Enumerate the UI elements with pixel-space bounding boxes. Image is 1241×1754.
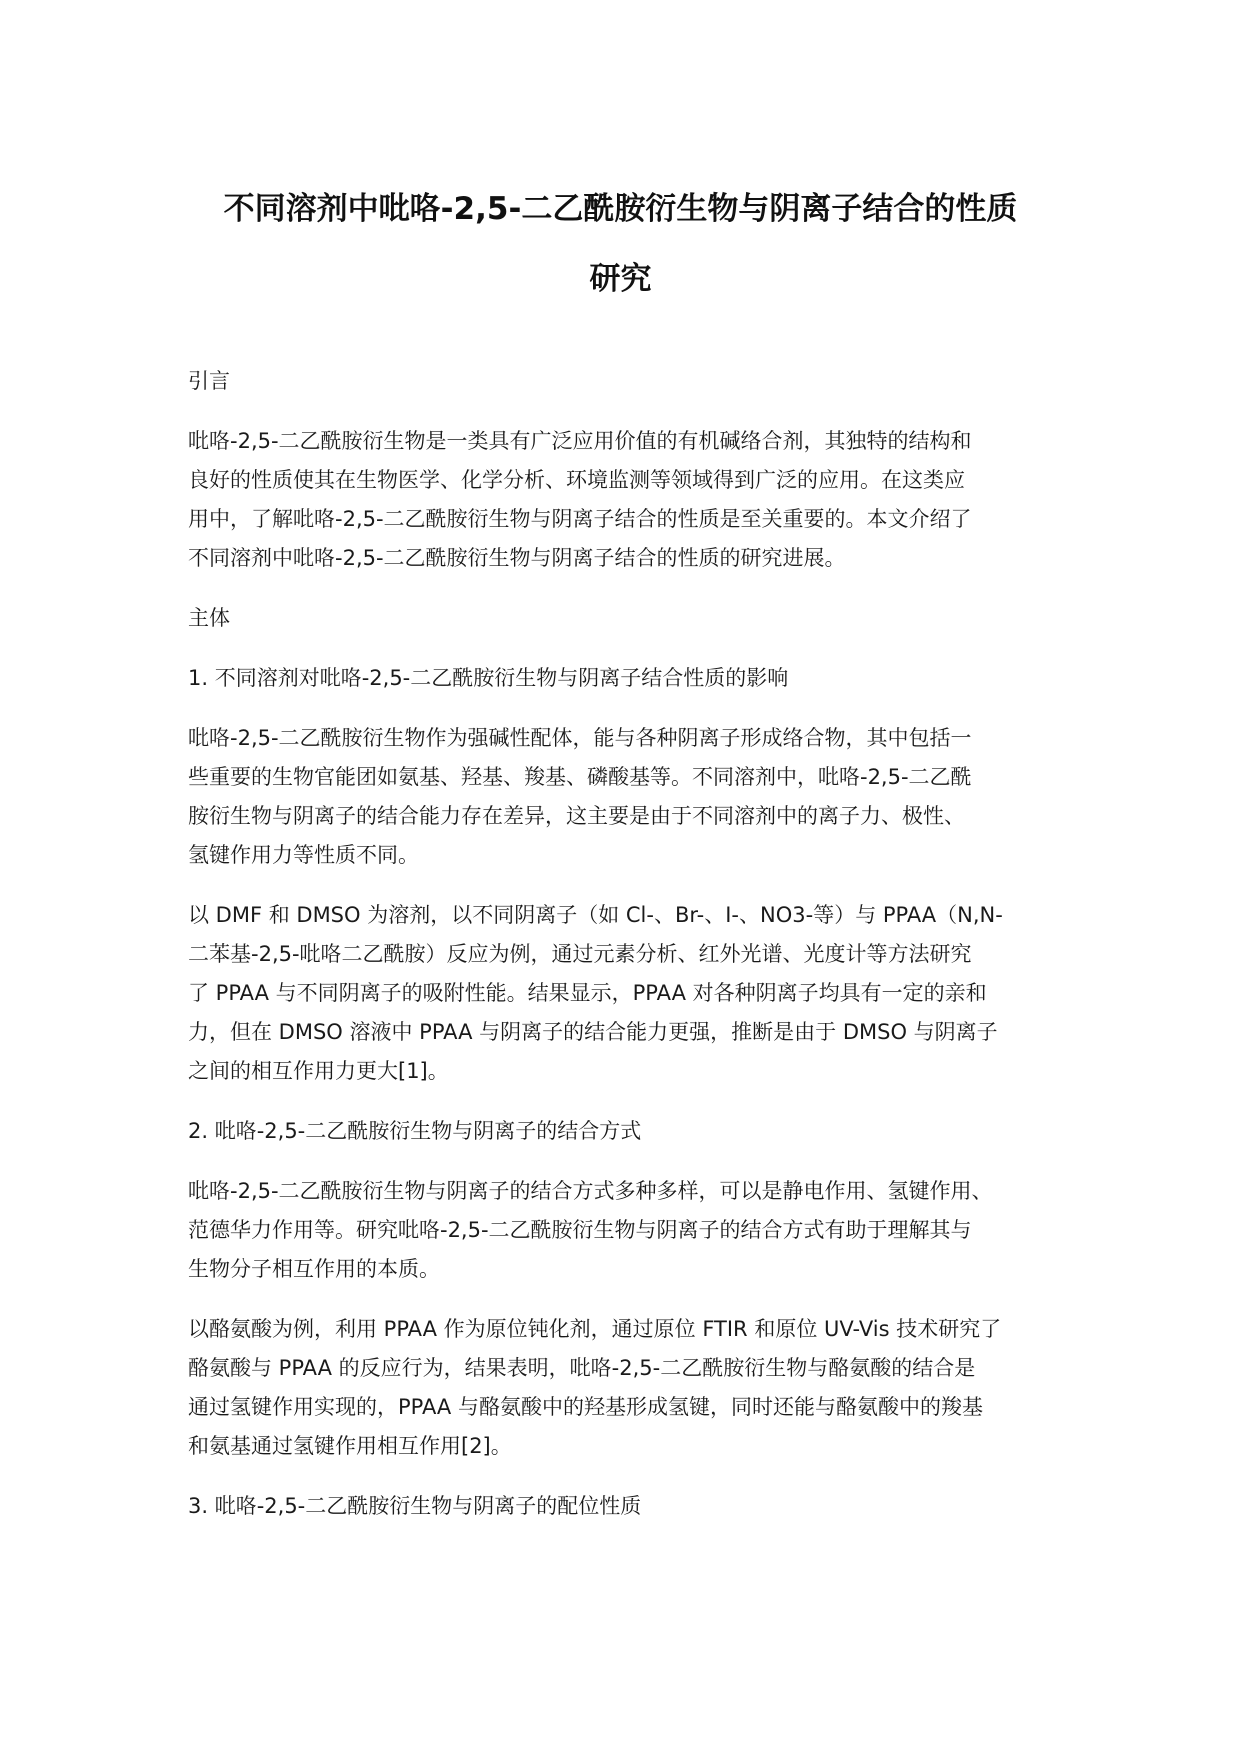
paragraph-line: 吡咯-2,5-二乙酰胺衍生物与阴离子的结合方式多种多样，可以是静电作用、氢键作用、 (188, 1179, 993, 1203)
paragraph-line: 吡咯-2,5-二乙酰胺衍生物是一类具有广泛应用价值的有机碱络合剂，其独特的结构和 (188, 429, 972, 453)
paragraph-line: 和氨基通过氢键作用相互作用[2]。 (188, 1434, 512, 1458)
title-line-2: 研究 (589, 261, 652, 297)
paragraph-line: 胺衍生物与阴离子的结合能力存在差异，这主要是由于不同溶剂中的离子力、极性、 (188, 804, 965, 828)
paragraph (188, 1172, 1053, 1289)
section-heading: 引言 (188, 369, 230, 393)
paragraph-line: 范德华力作用等。研究吡咯-2,5-二乙酰胺衍生物与阴离子的结合方式有助于理解其与 (188, 1218, 972, 1242)
paragraph (188, 422, 1053, 578)
paragraph-line: 了 PPAA 与不同阴离子的吸附性能。结果显示，PPAA 对各种阴离子均具有一定的亲和 (188, 981, 987, 1005)
title-line-1: 不同溶剂中吡咯-2,5-二乙酰胺衍生物与阴离子结合的性质 (223, 191, 1018, 227)
paragraph-line: 良好的性质使其在生物医学、化学分析、环境监测等领域得到广泛的应用。在这类应 (188, 468, 965, 492)
paragraph-line: 通过氢键作用实现的，PPAA 与酪氨酸中的羟基形成氢键，同时还能与酪氨酸中的羧基 (188, 1395, 983, 1419)
section-heading: 2. 吡咯-2,5-二乙酰胺衍生物与阴离子的结合方式 (188, 1119, 642, 1143)
paragraph-line: 生物分子相互作用的本质。 (188, 1257, 440, 1281)
paragraph (188, 1310, 1053, 1466)
paragraph (188, 896, 1053, 1091)
paragraph-line: 以酪氨酸为例，利用 PPAA 作为原位钝化剂，通过原位 FTIR 和原位 UV-Vis 技术研究了 (188, 1317, 1002, 1341)
paragraph-line: 二苯基-2,5-吡咯二乙酰胺）反应为例，通过元素分析、红外光谱、光度计等方法研究 (188, 942, 972, 966)
document-title (188, 174, 1053, 314)
paragraph-line: 力，但在 DMSO 溶液中 PPAA 与阴离子的结合能力更强，推断是由于 DMSO 与阴离子 (188, 1020, 998, 1044)
paragraph-line: 吡咯-2,5-二乙酰胺衍生物作为强碱性配体，能与各种阴离子形成络合物，其中包括一 (188, 726, 972, 750)
paragraph-line: 氢键作用力等性质不同。 (188, 843, 419, 867)
paragraph-line: 些重要的生物官能团如氨基、羟基、羧基、磷酸基等。不同溶剂中，吡咯-2,5-二乙酰 (188, 765, 972, 789)
paragraph-line: 用中，了解吡咯-2,5-二乙酰胺衍生物与阴离子结合的性质是至关重要的。本文介绍了 (188, 507, 972, 531)
paragraph-line: 酪氨酸与 PPAA 的反应行为，结果表明，吡咯-2,5-二乙酰胺衍生物与酪氨酸的结合是 (188, 1356, 976, 1380)
paragraph-line: 不同溶剂中吡咯-2,5-二乙酰胺衍生物与阴离子结合的性质的研究进展。 (188, 546, 846, 570)
paragraph-line: 之间的相互作用力更大[1]。 (188, 1059, 449, 1083)
paragraph-line: 以 DMF 和 DMSO 为溶剂，以不同阴离子（如 Cl-、Br-、I-、NO3-等）与 PPAA（N,N- (188, 903, 1003, 927)
section-heading: 1. 不同溶剂对吡咯-2,5-二乙酰胺衍生物与阴离子结合性质的影响 (188, 666, 789, 690)
section-heading: 主体 (188, 606, 230, 630)
paragraph (188, 719, 1053, 875)
document-body (188, 362, 1053, 1526)
section-heading: 3. 吡咯-2,5-二乙酰胺衍生物与阴离子的配位性质 (188, 1494, 642, 1518)
